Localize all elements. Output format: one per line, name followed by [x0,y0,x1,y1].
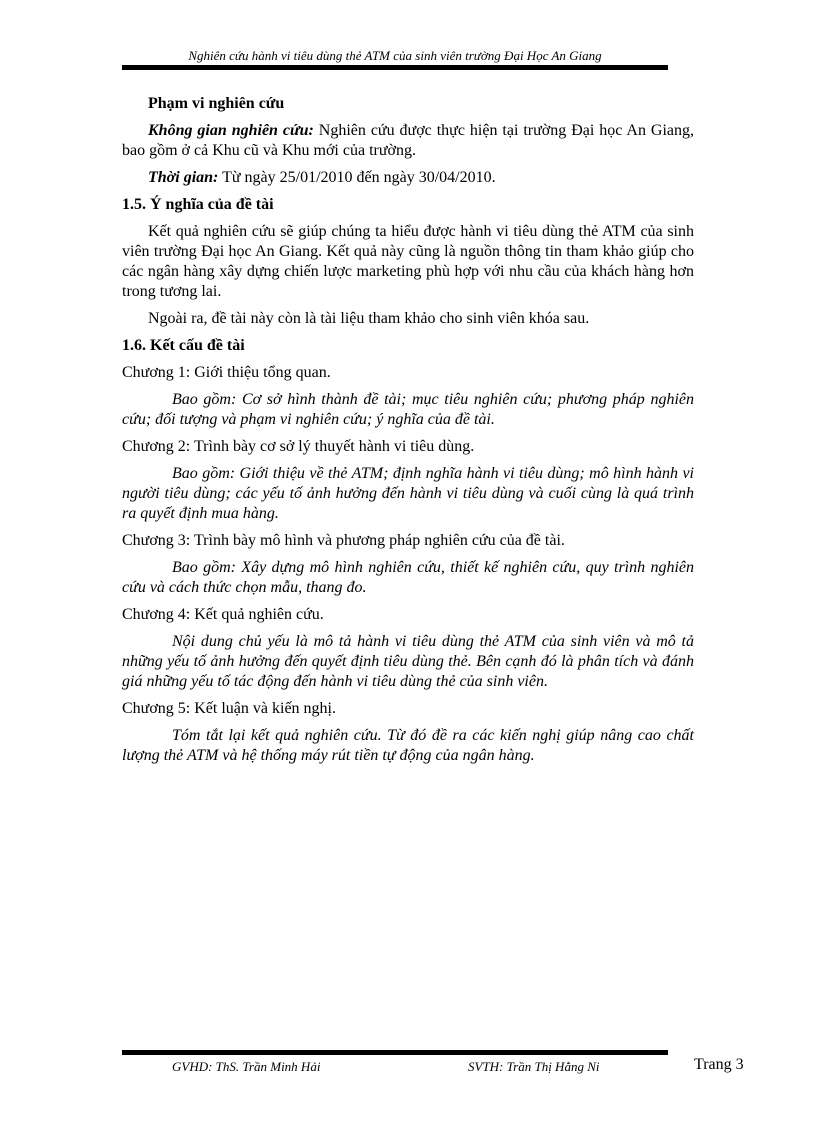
time-text: Từ ngày 25/01/2010 đến ngày 30/04/2010. [218,169,496,186]
header-rule [122,65,668,70]
section-1-6-heading: 1.6. Kết cấu đề tài [122,337,245,354]
chapter-4-title: Chương 4: Kết quả nghiên cứu. [122,606,324,623]
page-content [122,94,694,773]
time-label: Thời gian: [148,169,219,186]
time-paragraph [122,168,694,188]
chapter-1-desc: Bao gồm: Cơ sở hình thành đề tài; mục tiêu nghiên cứu; phương pháp nghiên cứu; đối tượng và phạm vi nghiên cứu; ý nghĩa của đề tài. [122,391,694,428]
chapter-3-desc: Bao gồm: Xây dựng mô hình nghiên cứu, thiết kế nghiên cứu, quy trình nghiên cứu và cách thức chọn mẫu, thang đo. [122,559,694,596]
scope-heading: Phạm vi nghiên cứu [148,95,285,112]
running-header: Nghiên cứu hành vi tiêu dùng thẻ ATM của sinh viên trường Đại Học An Giang [188,48,602,63]
footer-advisor: GVHD: ThS. Trần Minh Hải [172,1059,321,1074]
page-number: Trang 3 [694,1056,744,1073]
space-text: Nghiên cứu được thực hiện tại trường Đại học An Giang, bao gồm ở cả Khu cũ và Khu mới của trường. [122,122,695,159]
footer-rule [122,1050,668,1055]
chapter-4-desc: Nội dung chủ yếu là mô tả hành vi tiêu dùng thẻ ATM của sinh viên và mô tả những yếu tố ảnh hưởng đến quyết định tiêu dùng thẻ. Bên cạnh đó là phân tích và đánh giá những yếu tố tác động đến hành vi tiêu dùng thẻ của sinh viên. [122,633,694,690]
chapter-1-title: Chương 1: Giới thiệu tổng quan. [122,364,331,381]
chapter-5-desc: Tóm tắt lại kết quả nghiên cứu. Từ đó đề ra các kiến nghị giúp nâng cao chất lượng thẻ ATM và hệ thống máy rút tiền tự động của ngân hàng. [122,727,694,764]
chapter-2-desc: Bao gồm: Giới thiệu về thẻ ATM; định nghĩa hành vi tiêu dùng; mô hình hành vi người tiêu dùng; các yếu tố ảnh hưởng đến hành vi tiêu dùng và cuối cùng là quá trình ra quyết định mua hàng. [122,465,694,522]
section-1-5-heading: 1.5. Ý nghĩa của đề tài [122,196,274,213]
chapter-2-title: Chương 2: Trình bày cơ sở lý thuyết hành vi tiêu dùng. [122,438,475,455]
section-1-5-paragraph-2: Ngoài ra, đề tài này còn là tài liệu tham khảo cho sinh viên khóa sau. [148,310,590,327]
space-label: Không gian nghiên cứu: [148,122,314,139]
space-paragraph [122,121,694,161]
footer-student: SVTH: Trần Thị Hằng Ni [468,1059,600,1074]
chapter-3-title: Chương 3: Trình bày mô hình và phương pháp nghiên cứu của đề tài. [122,532,565,549]
chapter-5-title: Chương 5: Kết luận và kiến nghị. [122,700,336,717]
section-1-5-paragraph-1: Kết quả nghiên cứu sẽ giúp chúng ta hiểu được hành vi tiêu dùng thẻ ATM của sinh viên trường Đại học An Giang. Kết quả này cũng là nguồn thông tin tham khảo giúp cho các ngân hàng xây dựng chiến lược marketing phù hợp với nhu cầu của khách hàng hơn trong tương lai. [122,223,694,300]
